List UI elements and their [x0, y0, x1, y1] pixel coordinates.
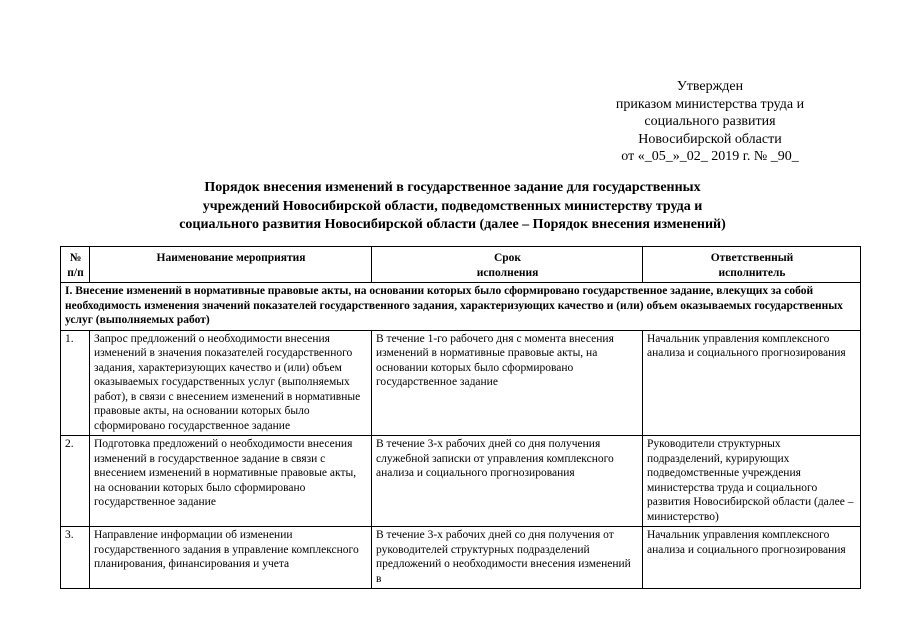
procedure-table: [60, 246, 861, 589]
row-number: 3.: [61, 527, 90, 589]
row-responsible: Руководители структурных подразделений, курирующих подведомственные учреждения министерства труда и социального развития Новосибирской области (далее – министерство): [643, 436, 861, 527]
table-row: [61, 330, 861, 436]
approval-line: приказом министерства труда и: [615, 96, 805, 112]
title-line: социального развития Новосибирской области (далее – Порядок внесения изменений): [179, 217, 726, 232]
section-heading: I. Внесение изменений в нормативные правовые акты, на основании которых было сформировано государственное задание, влекущих за собой необходимость изменения значений показателей государственного задания, характеризующих качество и (или) объем оказываемых государственных услуг (выполняемых работ): [61, 283, 861, 331]
title-line: Порядок внесения изменений в государственное задание для государственных: [204, 180, 701, 195]
table-header-row: [61, 247, 861, 283]
row-term: В течение 1-го рабочего дня с момента внесения изменений в нормативные правовые акты, на основании которых было сформировано государственное задание: [372, 330, 643, 436]
approval-line: Новосибирской области: [638, 131, 782, 147]
section-row: [61, 283, 861, 331]
row-activity: Направление информации об изменении государственного задания в управление комплексного планирования, финансирования и учета: [90, 527, 372, 589]
row-responsible: Начальник управления комплексного анализа и социального прогнозирования: [643, 527, 861, 589]
header-responsible: Ответственный исполнитель: [643, 247, 861, 283]
row-number: 1.: [61, 330, 90, 436]
row-activity: Подготовка предложений о необходимости внесения изменений в государственное задание в связи с внесением изменений в нормативные правовые акты, на основании которых было сформировано государственное задание: [90, 436, 372, 527]
approval-stamp: [590, 78, 830, 166]
row-responsible: Начальник управления комплексного анализа и социального прогнозирования: [643, 330, 861, 436]
row-term: В течение 3-х рабочих дней со дня получения от руководителей структурных подразделений предложений о необходимости внесения изменений в: [372, 527, 643, 589]
approval-date-line: от «_05_»_02_ 2019 г. № _90_: [621, 149, 799, 164]
table-row: [61, 527, 861, 589]
header-number: № п/п: [61, 247, 90, 283]
row-activity: Запрос предложений о необходимости внесения изменений в значения показателей государственного задания, характеризующих качество и (или) объем оказываемых государственных услуг (выполняемых работ), в связи с внесением изменений в нормативные правовые акты, на основании которых было сформировано государственное задание: [90, 330, 372, 436]
title-line: учреждений Новосибирской области, подведомственных министерству труда и: [202, 198, 703, 214]
header-term: Срок исполнения: [372, 247, 643, 283]
table-row: [61, 436, 861, 527]
header-activity-name: Наименование мероприятия: [90, 247, 372, 283]
approval-line: социального развития: [644, 114, 776, 129]
approval-line: Утвержден: [676, 79, 744, 94]
row-term: В течение 3-х рабочих дней со дня получения служебной записки от управления комплексного анализа и социального прогнозирования: [372, 436, 643, 527]
row-number: 2.: [61, 436, 90, 527]
document-title: [120, 179, 785, 235]
